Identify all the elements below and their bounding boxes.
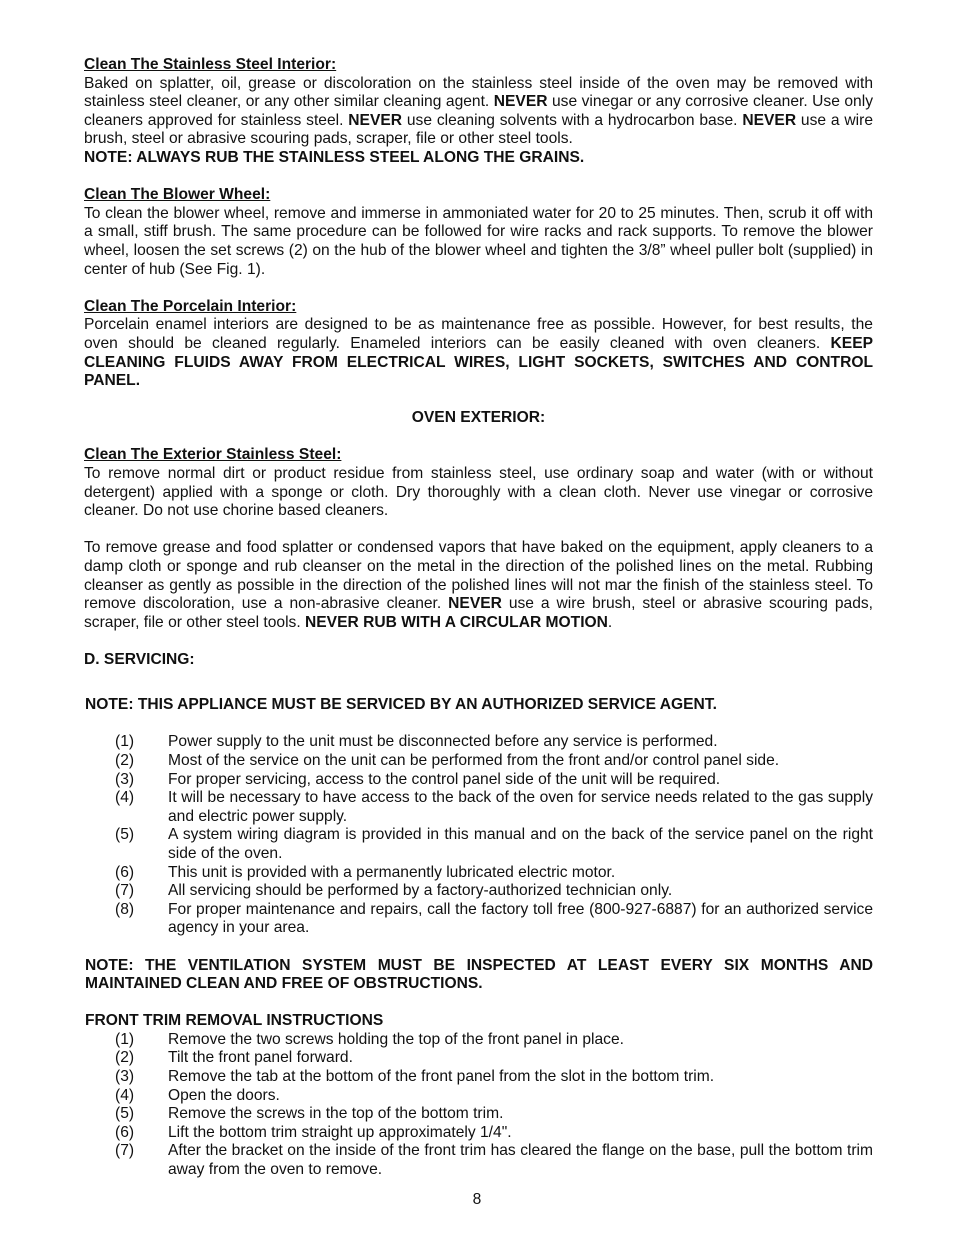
list-item-text: Remove the two screws holding the top of the front panel in place. (168, 1030, 624, 1048)
list-item-number: (7) (115, 1142, 135, 1160)
section-heading: Clean The Porcelain Interior: (84, 297, 297, 315)
list-item-number: (2) (115, 751, 135, 769)
list-item-number: (2) (115, 1049, 135, 1067)
list-item (84, 1124, 873, 1143)
list-item-text: For proper servicing, access to the control panel side of the unit will be required. (168, 770, 721, 788)
list-item-text: A system wiring diagram is provided in this manual and on the back of the service panel on the right side of the oven. (168, 826, 873, 862)
servicing-list (84, 733, 873, 938)
list-item-text: After the bracket on the inside of the front trim has cleared the flange on the base, pull the bottom trim away from the oven to remove. (168, 1142, 873, 1179)
list-item-number: (3) (115, 1068, 135, 1086)
list-item-number: (1) (115, 733, 135, 751)
front-trim-title: FRONT TRIM REMOVAL INSTRUCTIONS (85, 1012, 384, 1030)
list-item (84, 1105, 873, 1124)
servicing-title: D. SERVICING: (84, 651, 195, 668)
section-blower-wheel (84, 186, 873, 279)
list-item (84, 1049, 873, 1068)
list-item (84, 1142, 873, 1179)
emphasis-text: NEVER (742, 111, 797, 129)
servicing-note: NOTE: THIS APPLIANCE MUST BE SERVICED BY AN AUTHORIZED SERVICE AGENT. (85, 696, 717, 714)
list-item (84, 789, 873, 826)
list-item (84, 1031, 873, 1050)
grain-note: NOTE: ALWAYS RUB THE STAINLESS STEEL ALONG THE GRAINS. (84, 148, 585, 166)
body-text: Porcelain enamel interiors are designed to be as maintenance free as possible. However, for best results, the oven should be cleaned regularly. Enameled interiors can be easily cleaned with oven cleaners. (84, 316, 873, 352)
list-item (84, 771, 873, 790)
list-item-number: (8) (115, 900, 135, 918)
body-text: use vinegar or any corrosive cleaner. Use only cleaners approved for stainless steel. (84, 93, 873, 129)
section-stainless-interior (84, 56, 873, 168)
list-item-text: Most of the service on the unit can be performed from the front and/or control panel side. (168, 751, 780, 769)
section-heading: Clean The Blower Wheel: (84, 186, 271, 204)
list-item-number: (7) (115, 882, 135, 900)
body-text: use a wire brush, steel or abrasive scouring pads, scraper, file or other steel tools. (84, 595, 874, 631)
emphasis-text: KEEP CLEANING FLUIDS AWAY FROM ELECTRICAL WIRES, LIGHT SOCKETS, SWITCHES AND CONTROL PANEL. (84, 334, 873, 390)
front-trim-list (84, 1031, 873, 1180)
list-item-text: For proper maintenance and repairs, call the factory toll free (800-927-6887) for an authorized service agency in your area. (168, 900, 873, 937)
list-item (84, 733, 873, 752)
section-porcelain-interior (84, 298, 873, 391)
list-item-text: Open the doors. (168, 1086, 280, 1104)
list-item-text: Remove the tab at the bottom of the front panel from the slot in the bottom trim. (168, 1068, 715, 1086)
list-item (84, 901, 873, 938)
oven-exterior-title: OVEN EXTERIOR: (411, 409, 546, 427)
emphasis-text: NEVER (348, 111, 403, 129)
list-item-text: Remove the screws in the top of the bottom trim. (168, 1105, 504, 1123)
section-exterior-stainless (84, 446, 873, 632)
list-item (84, 826, 873, 863)
emphasis-text: NEVER (493, 93, 548, 111)
section-body: To remove normal dirt or product residue from stainless steel, use ordinary soap and water (with or without detergent) applied with a sponge or cloth. Dry thoroughly with a clean cloth. Never use vinegar or corrosive cleaner. Do not use chorine based cleaners. (84, 465, 873, 520)
emphasis-text: NEVER RUB WITH A CIRCULAR MOTION (305, 613, 608, 631)
list-item (84, 752, 873, 771)
page-number: 8 (472, 1191, 482, 1208)
list-item-text: Tilt the front panel forward. (168, 1049, 353, 1067)
section-body: To clean the blower wheel, remove and immerse in ammoniated water for 20 to 25 minutes. Then, scrub it off with a small, stiff brush. The same procedure can be followed for wire racks and rack supports. To remove the blower wheel, loosen the set screws (2) on the hub of the blower wheel and tighten the 3/8” wheel puller bolt (supplied) in center of hub (See Fig. 1). (84, 204, 873, 278)
document-page (84, 56, 873, 1180)
body-text: Baked on splatter, oil, grease or discoloration on the stainless steel inside of the oven may be removed with stainless steel cleaner, or any other similar cleaning agent. (84, 74, 873, 111)
section-heading: Clean The Exterior Stainless Steel: (84, 446, 342, 464)
list-item-number: (6) (115, 863, 135, 881)
body-text: use a wire brush, steel or abrasive scouring pads, scraper, file or other steel tools. (84, 111, 873, 148)
list-item (84, 1068, 873, 1087)
body-text: To remove grease and food splatter or condensed vapors that have baked on the equipment, apply cleaners to a damp cloth or sponge and rub cleanser on the metal in the direction of the polished lines on the metal. Rubbing cleanser as gently as possible in the direction of the polished lines will not mar the finish of the stainless steel. To remove discoloration, use a non-abrasive cleaner. (84, 539, 873, 613)
list-item-number: (6) (115, 1123, 135, 1141)
list-item (84, 882, 873, 901)
emphasis-text: NEVER (448, 595, 502, 613)
list-item-text: This unit is provided with a permanently lubricated electric motor. (168, 863, 616, 881)
section-body (84, 539, 873, 632)
section-body (84, 316, 873, 390)
list-item-number: (3) (115, 770, 135, 788)
list-item-text: It will be necessary to have access to the back of the oven for service needs related to the gas supply and electric power supply. (168, 789, 873, 825)
list-item-number: (1) (115, 1030, 135, 1048)
list-item-number: (5) (115, 1105, 135, 1123)
section-body (84, 75, 873, 149)
list-item-text: Power supply to the unit must be disconnected before any service is performed. (168, 733, 718, 751)
list-item-number: (4) (115, 789, 135, 807)
list-item-number: (4) (115, 1086, 135, 1104)
list-item (84, 864, 873, 883)
ventilation-note: NOTE: THE VENTILATION SYSTEM MUST BE INSPECTED AT LEAST EVERY SIX MONTHS AND MAINTAINED CLEAN AND FREE OF OBSTRUCTIONS. (85, 956, 873, 993)
list-item-text: Lift the bottom trim straight up approximately 1/4". (168, 1123, 512, 1141)
body-text: use cleaning solvents with a hydrocarbon base. (402, 111, 743, 129)
list-item-text: All servicing should be performed by a factory-authorized technician only. (168, 882, 673, 900)
list-item (84, 1087, 873, 1106)
body-text: . (607, 613, 613, 631)
section-heading: Clean The Stainless Steel Interior: (84, 56, 337, 73)
list-item-number: (5) (115, 826, 135, 844)
